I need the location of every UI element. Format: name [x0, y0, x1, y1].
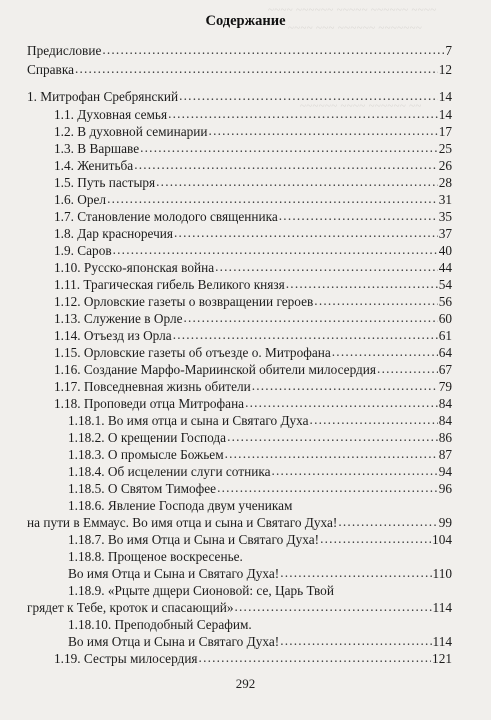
toc-entry[interactable]: 1.18.1. Во имя отца и сына и Святаго Духа ..... 84: [68, 412, 452, 429]
bleed-through-text: ~~~~ ~~~~~~ ~~~~~ ~~~~~~ ~~~~: [268, 4, 437, 16]
toc-entry[interactable]: 1.1. Духовная семья ..... 14: [54, 106, 452, 123]
toc-entry[interactable]: 1.18. Проповеди отца Митрофана ..... 84: [54, 395, 452, 412]
toc-entry[interactable]: 1.19. Сестры милосердия ..... 121: [54, 650, 452, 667]
toc-entry-line[interactable]: 1.18.9. «Рцыте дщери Сионовой: се, Царь Твой: [68, 583, 334, 598]
toc-entry[interactable]: 1.14. Отъезд из Орла ..... 61: [54, 327, 452, 344]
toc-entry[interactable]: 1. Митрофан Сребрянский ..... 14: [27, 88, 452, 105]
toc-entry[interactable]: 1.18.2. О крещении Господа ..... 86: [68, 429, 452, 446]
toc-entry[interactable]: 1.8. Дар красноречия ..... 37: [54, 225, 452, 242]
page-title: Содержание: [205, 13, 286, 29]
toc-entry[interactable]: 1.3. В Варшаве ..... 25: [54, 140, 452, 157]
toc-entry[interactable]: Во имя Отца и Сына и Святаго Духа! ..... 110: [68, 565, 452, 582]
toc-entry[interactable]: 1.7. Становление молодого священника ..... 35: [54, 208, 452, 225]
toc-entry-line[interactable]: 1.18.10. Преподобный Серафим.: [68, 617, 252, 632]
toc-entry-line[interactable]: 1.18.8. Прощеное воскресенье.: [68, 549, 243, 564]
page-number: 292: [235, 676, 256, 691]
toc-entry[interactable]: 1.18.4. Об исцелении слуги сотника ..... 94: [68, 463, 452, 480]
bleed-through-text: ~~~~ ~~~ ~~~~~~ ~~~~~~~: [288, 22, 423, 34]
toc-entry[interactable]: 1.6. Орел ..... 31: [54, 191, 452, 208]
toc-entry[interactable]: 1.18.3. О промысле Божьем ..... 87: [68, 446, 452, 463]
toc-entry[interactable]: 1.10. Русско-японская война ..... 44: [54, 259, 452, 276]
toc-entry[interactable]: 1.17. Повседневная жизнь обители ..... 79: [54, 378, 452, 395]
toc-entry[interactable]: грядет к Тебе, кроток и спасающий» ..... 114: [27, 599, 452, 616]
toc-entry[interactable]: 1.5. Путь пастыря ..... 28: [54, 174, 452, 191]
toc-entry[interactable]: 1.2. В духовной семинарии ..... 17: [54, 123, 452, 140]
bleed-through-text: ~~~~~~ ~~~~ ~~~~~~ ~~: [300, 100, 422, 112]
toc-entry[interactable]: 1.12. Орловские газеты о возвращении героев ..... 56: [54, 293, 452, 310]
toc-entry[interactable]: 1.9. Саров ..... 40: [54, 242, 452, 259]
toc-entry[interactable]: Во имя Отца и Сына и Святаго Духа! ..... 114: [68, 633, 452, 650]
toc-entry[interactable]: 1.11. Трагическая гибель Великого князя ..... 54: [54, 276, 452, 293]
toc-entry[interactable]: 1.16. Создание Марфо-Мариинской обители милосердия ..... 67: [54, 361, 452, 378]
toc-entry[interactable]: 1.18.7. Во имя Отца и Сына и Святаго Духа! ..... 104: [68, 531, 452, 548]
toc-entry[interactable]: Справка ..... 12: [27, 61, 452, 78]
toc-entry[interactable]: 1.15. Орловские газеты об отъезде о. Митрофана ..... 64: [54, 344, 452, 361]
toc-entry[interactable]: 1.18.5. О Святом Тимофее ..... 96: [68, 480, 452, 497]
toc-entry-line[interactable]: 1.18.6. Явление Господа двум ученикам: [68, 498, 293, 513]
toc-entry[interactable]: 1.13. Служение в Орле ..... 60: [54, 310, 452, 327]
toc-entry[interactable]: на пути в Еммаус. Во имя отца и сына и Святаго Духа! ..... 99: [27, 514, 452, 531]
toc-entry[interactable]: Предисловие ..... 7: [27, 42, 452, 59]
toc-entry[interactable]: 1.4. Женитьба ..... 26: [54, 157, 452, 174]
